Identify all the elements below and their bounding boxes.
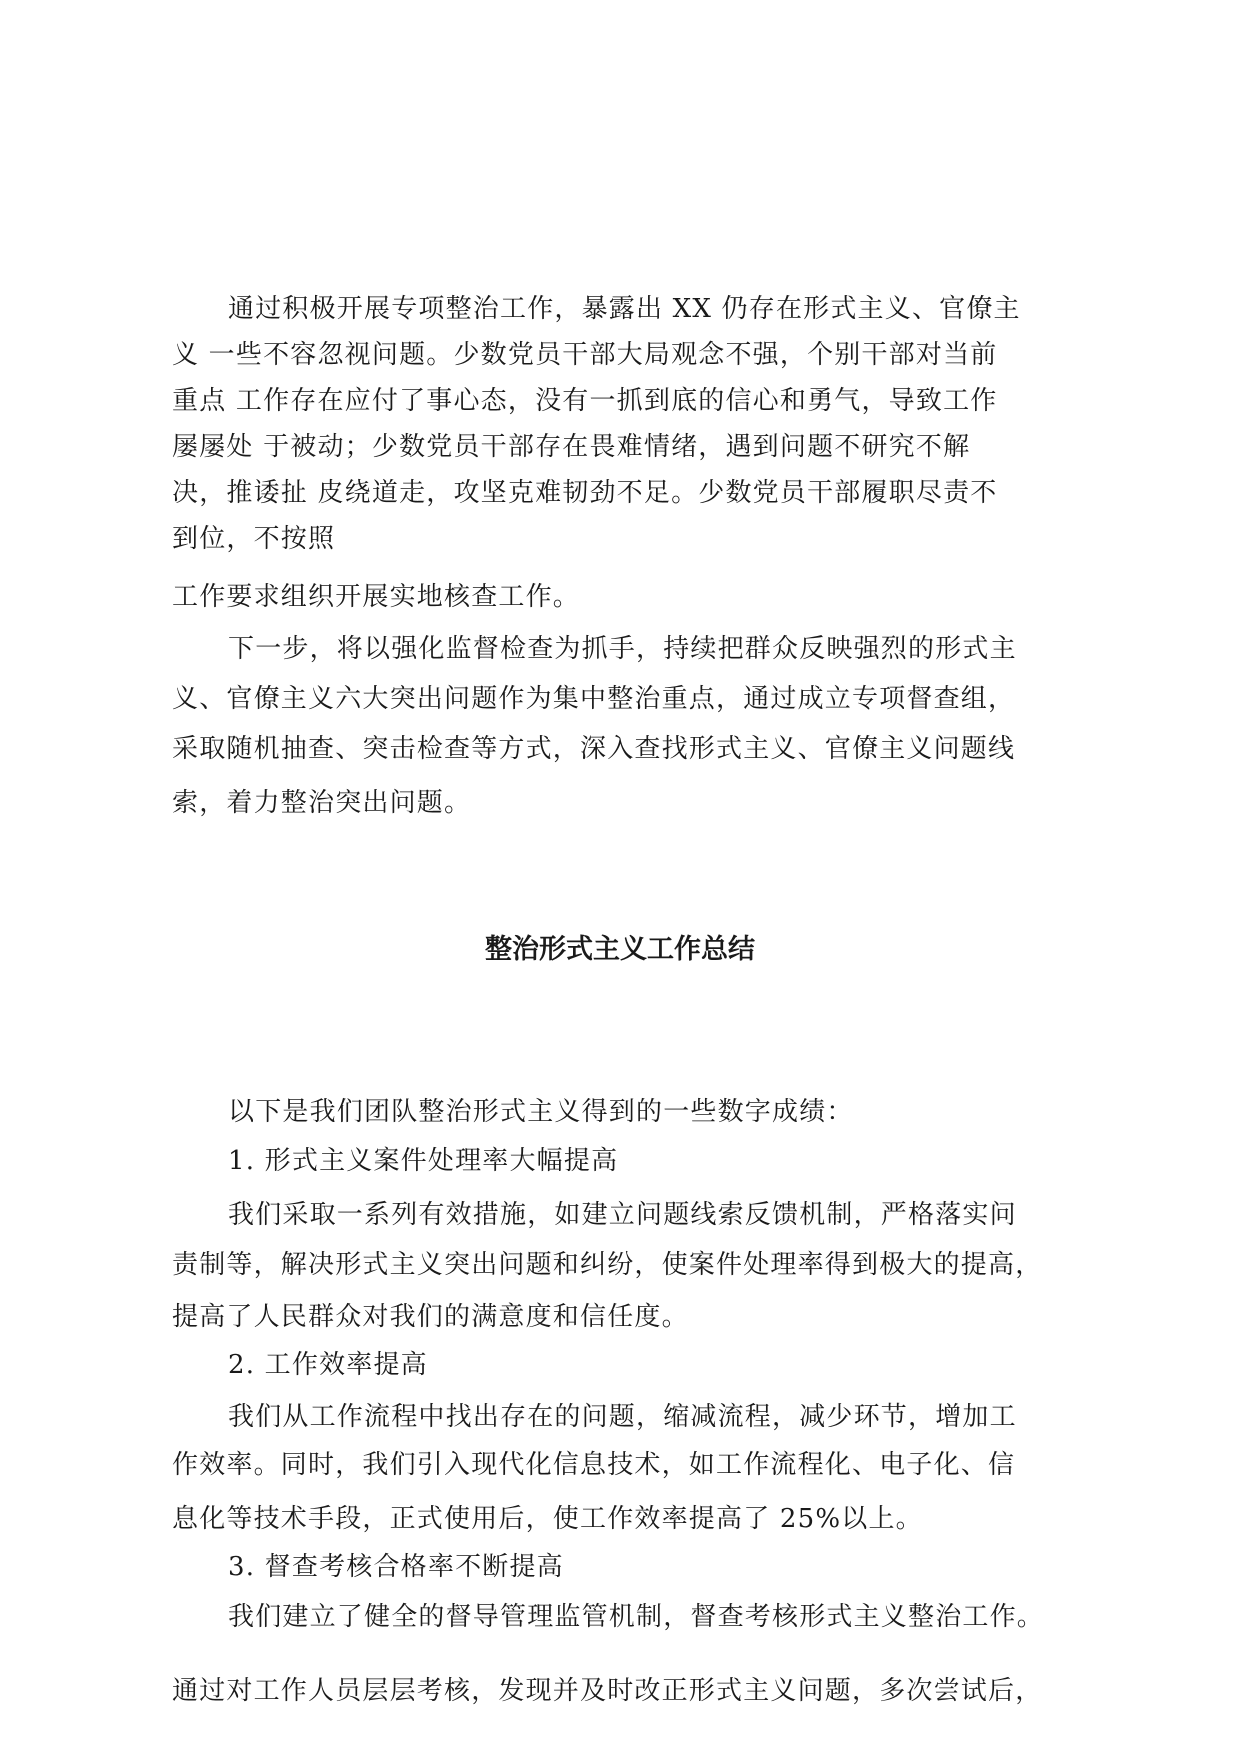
body-text-line: 屡屡处 于被动；少数党员干部存在畏难情绪，遇到问题不研究不解 [172, 432, 971, 462]
item-heading-2: 2. 工作效率提高 [228, 1350, 428, 1380]
body-text-line: 我们建立了健全的督导管理监管机制，督查考核形式主义整治工作。 [228, 1602, 1045, 1632]
body-text-line: 义 一些不容忽视问题。少数党员干部大局观念不强，个别干部对当前 [172, 340, 998, 370]
item-heading-3: 3. 督查考核合格率不断提高 [228, 1552, 564, 1582]
body-text-line: 到位，不按照 [172, 524, 336, 554]
body-text-line: 义、官僚主义六大突出问题作为集中整治重点，通过成立专项督查组， [172, 684, 1016, 714]
body-text-line: 通过积极开展专项整治工作，暴露出 XX 仍存在形式主义、官僚主 [228, 294, 1021, 324]
body-text-line: 我们从工作流程中找出存在的问题，缩减流程，减少环节，增加工 [228, 1402, 1017, 1432]
body-text-line: 我们采取一系列有效措施，如建立问题线索反馈机制，严格落实问 [228, 1200, 1017, 1230]
body-text-line: 工作要求组织开展实地核查工作。 [172, 582, 581, 612]
body-text-line: 索，着力整治突出问题。 [172, 788, 472, 818]
body-text-line: 采取随机抽查、突击检查等方式，深入查找形式主义、官僚主义问题线 [172, 734, 1016, 764]
body-text-line: 通过对工作人员层层考核，发现并及时改正形式主义问题，多次尝试后， [172, 1676, 1043, 1706]
body-text-line: 责制等，解决形式主义突出问题和纠纷，使案件处理率得到极大的提高， [172, 1250, 1043, 1280]
intro-text: 以下是我们团队整治形式主义得到的一些数字成绩： [228, 1097, 854, 1127]
body-text-line: 决，推诿扯 皮绕道走，攻坚克难韧劲不足。少数党员干部履职尽责不 [172, 478, 998, 508]
section-title: 整治形式主义工作总结 [485, 934, 755, 965]
item-heading-1: 1. 形式主义案件处理率大幅提高 [228, 1146, 619, 1176]
body-text-line: 下一步，将以强化监督检查为抓手，持续把群众反映强烈的形式主 [228, 634, 1017, 664]
body-text-line: 提高了人民群众对我们的满意度和信任度。 [172, 1302, 689, 1332]
body-text-line: 息化等技术手段，正式使用后，使工作效率提高了 25%以上。 [172, 1504, 923, 1534]
body-text-line: 作效率。同时，我们引入现代化信息技术，如工作流程化、电子化、信 [172, 1450, 1016, 1480]
body-text-line: 重点 工作存在应付了事心态，没有一抓到底的信心和勇气，导致工作 [172, 386, 998, 416]
